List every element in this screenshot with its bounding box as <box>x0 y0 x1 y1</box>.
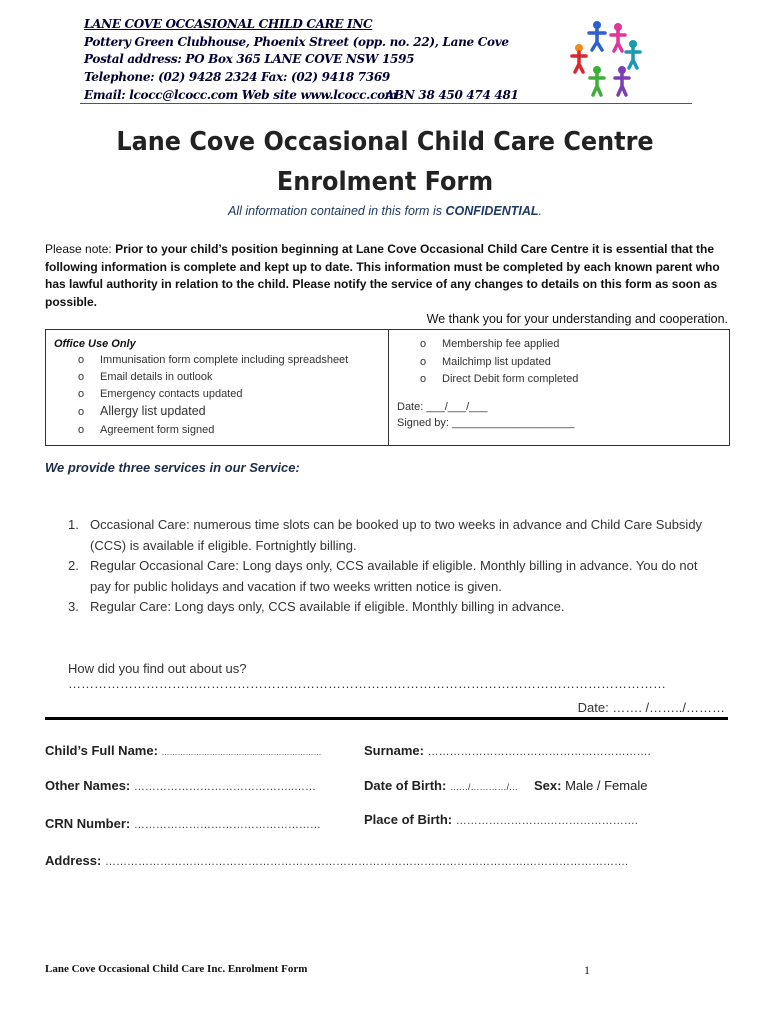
checkbox-bullet[interactable]: o <box>78 406 85 418</box>
office-item[interactable] <box>420 356 551 368</box>
checkbox-bullet[interactable]: o <box>78 388 85 400</box>
note-body: Prior to your child’s position beginning at Lane Cove Occasional Child Care Centre it is essential that the following information is complete and kept up to date. This information must be completed by each known parent who has lawful authority in relation to the child. Please notify the service of any changes to details on this form as soon as possible. <box>45 242 720 309</box>
office-date-field[interactable]: Date: ___/___/___ <box>397 401 488 413</box>
page-number: 1 <box>584 963 590 977</box>
field-blank[interactable]: …………………….……………………. <box>455 815 638 827</box>
confidential-note <box>0 204 770 218</box>
note-lead: Please note: <box>45 242 116 256</box>
field-label: Child’s Full Name: <box>45 743 158 758</box>
page-title-line1: Lane Cove Occasional Child Care Centre <box>116 127 654 157</box>
service-text: Regular Care: Long days only, CCS available if eligible. Monthly billing in advance. <box>90 599 565 614</box>
page-title-line2: Enrolment Form <box>276 167 494 197</box>
office-item-label: Membership fee applied <box>442 338 560 350</box>
services-heading: We provide three services in our Service: <box>45 460 300 475</box>
checkbox-bullet[interactable]: o <box>78 424 85 436</box>
please-note-paragraph <box>45 241 735 311</box>
checkbox-bullet[interactable]: o <box>420 338 427 350</box>
field-label: Sex: <box>534 778 562 793</box>
field-blank[interactable]: ……………………………………..…… <box>133 781 316 793</box>
confidential-prefix: All information contained in this form is <box>227 204 446 218</box>
field-blank[interactable]: …………………………………………… <box>133 819 321 831</box>
org-name: LANE COVE OCCASIONAL CHILD CARE INC <box>84 17 373 31</box>
field-label: CRN Number: <box>45 816 131 831</box>
other-names-field[interactable] <box>45 778 316 793</box>
place-of-birth-field[interactable] <box>364 812 638 827</box>
header-rule <box>80 103 692 104</box>
surname-field[interactable] <box>364 743 651 758</box>
field-label: Surname: <box>364 743 424 758</box>
office-box-divider <box>388 330 389 445</box>
checkbox-bullet[interactable]: o <box>78 371 85 383</box>
org-address: Pottery Green Clubhouse, Phoenix Street (opp. no. 22), Lane Cove <box>84 35 509 49</box>
field-blank[interactable]: ……………………………………………………. <box>427 746 651 758</box>
service-list <box>68 515 728 618</box>
field-label: Date of Birth: <box>364 778 447 793</box>
office-item-label: Email details in outlook <box>100 371 213 383</box>
page-footer: Lane Cove Occasional Child Care Inc. Enrolment Form <box>45 963 308 975</box>
office-item[interactable] <box>420 338 559 350</box>
field-blank[interactable]: …………………………………………………………………………………………………….………………………. <box>104 856 629 868</box>
sex-options[interactable]: Male / Female <box>565 778 648 793</box>
office-item[interactable] <box>78 371 213 383</box>
org-email: Email: lcocc@lcocc.com Web site www.lcocc.com <box>84 88 398 102</box>
org-phone: Telephone: (02) 9428 2324 Fax: (02) 9418 7369 <box>84 70 390 84</box>
office-item-label: Allergy list updated <box>100 404 206 418</box>
date-of-birth-field[interactable] <box>364 778 518 793</box>
form-date-field[interactable]: Date: ……. /……../……… <box>577 700 725 715</box>
field-blank[interactable]: …………………………………………………… <box>161 748 322 757</box>
office-item-label: Mailchimp list updated <box>442 356 551 368</box>
office-item[interactable] <box>78 388 242 400</box>
office-item[interactable] <box>78 424 214 436</box>
office-use-box <box>45 329 730 446</box>
service-item-continued: (CCS) is available if eligible. Fortnightly billing. <box>90 537 357 553</box>
checkbox-bullet[interactable]: o <box>420 356 427 368</box>
office-item[interactable] <box>78 404 206 418</box>
field-label: Other Names: <box>45 778 131 793</box>
child-full-name-field[interactable] <box>45 743 322 758</box>
org-postal: Postal address: PO Box 365 LANE COVE NSW 1595 <box>84 52 415 66</box>
office-item[interactable] <box>420 373 578 385</box>
service-number: 2. <box>68 558 79 573</box>
sex-field[interactable] <box>534 778 647 793</box>
service-item-continued: pay for public holidays and vacation if two weeks written notice is given. <box>90 578 502 594</box>
office-item-label: Agreement form signed <box>100 424 215 436</box>
field-label: Address: <box>45 853 102 868</box>
service-item <box>68 597 728 618</box>
found-us-field[interactable]: How did you find out about us? ………………………………………………………………………………………………………………………… <box>68 661 666 691</box>
service-number: 1. <box>68 517 79 532</box>
office-item-label: Emergency contacts updated <box>100 388 243 400</box>
section-rule <box>45 717 728 720</box>
service-item <box>68 515 728 536</box>
service-text: Occasional Care: numerous time slots can be booked up to two weeks in advance and Child Care Subsidy <box>90 517 703 532</box>
checkbox-bullet[interactable]: o <box>78 354 85 366</box>
field-blank[interactable]: ……/…………/… <box>449 782 518 792</box>
confidential-suffix: . <box>538 204 542 218</box>
field-label: Place of Birth: <box>364 812 453 827</box>
office-use-title: Office Use Only <box>54 338 136 350</box>
crn-number-field[interactable] <box>45 816 321 831</box>
service-text: Regular Occasional Care: Long days only, CCS available if eligible. Monthly billing in advance. You do not <box>90 558 698 573</box>
service-number: 3. <box>68 599 79 614</box>
checkbox-bullet[interactable]: o <box>420 373 427 385</box>
org-abn: ABN 38 450 474 481 <box>385 88 519 102</box>
children-circle-logo-icon <box>567 18 647 100</box>
office-item[interactable] <box>78 354 348 366</box>
office-signed-field[interactable]: Signed by: ____________________ <box>397 417 575 429</box>
address-field[interactable] <box>45 853 628 868</box>
confidential-bold: CONFIDENTIAL <box>445 204 539 218</box>
service-item <box>68 556 728 577</box>
office-item-label: Direct Debit form completed <box>442 373 579 385</box>
office-item-label: Immunisation form complete including spreadsheet <box>100 354 349 366</box>
thanks-line: We thank you for your understanding and cooperation. <box>426 312 728 326</box>
